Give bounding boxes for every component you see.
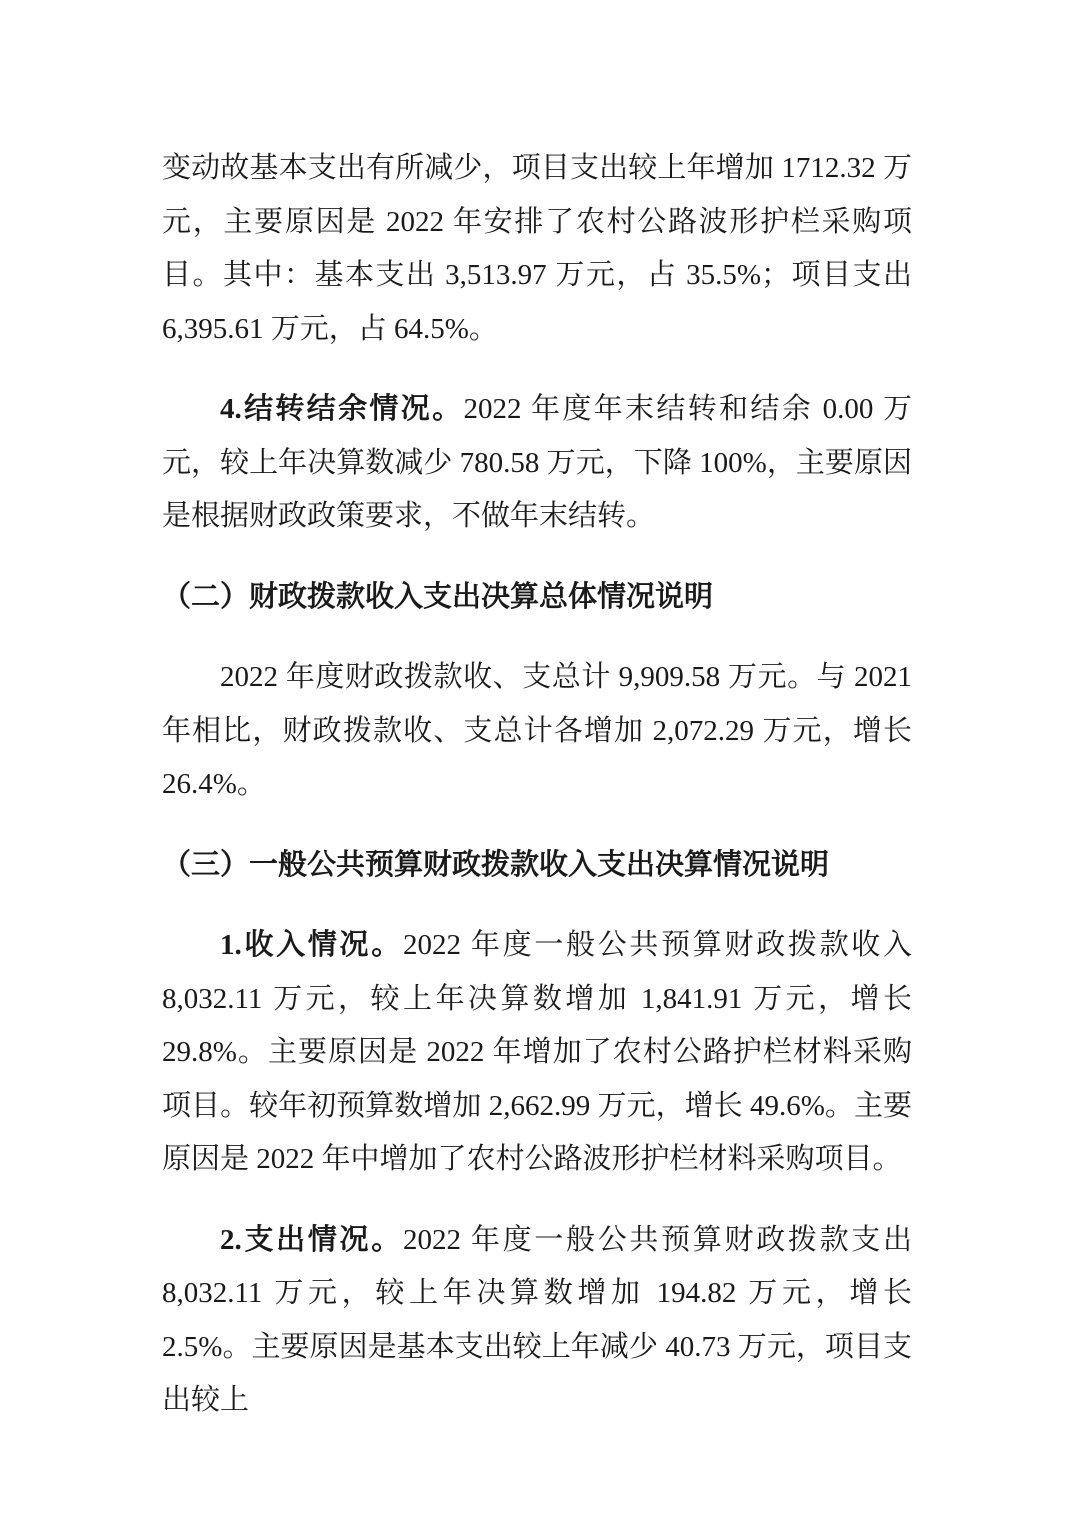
paragraph-expenditure-situation (162, 1214, 912, 1428)
income-situation-lead: 1.收入情况。 (220, 929, 403, 961)
expenditure-situation-text: 2022 年度一般公共预算财政拨款支出 8,032.11 万元，较上年决算数增加 194.82 万元，增长 2.5%。主要原因是基本支出较上年减少 40.73 万元，项目支出较上 (162, 1223, 912, 1416)
paragraph-fiscal-appropriation-total: 2022 年度财政拨款收、支总计 9,909.58 万元。与 2021 年相比，财政拨款收、支总计各增加 2,072.29 万元，增长 26.4%。 (162, 661, 912, 800)
paragraph-carryover-balance (162, 383, 912, 544)
income-situation-text: 2022 年度一般公共预算财政拨款收入 8,032.11 万元，较上年决算数增加 1,841.91 万元，增长 29.8%。主要原因是 2022 年增加了农村公路护栏材料采购项目。较年初预算数增加 2,662.99 万元，增长 49.6%。主要原因是 2022 年中增加了农村公路波形护栏材料采购项目。 (162, 929, 912, 1175)
carryover-balance-text: 2022 年度年末结转和结余 0.00 万元，较上年决算数减少 780.58 万元，下降 100%，主要原因是根据财政政策要求，不做年末结转。 (162, 393, 912, 532)
expenditure-situation-lead: 2.支出情况。 (220, 1223, 403, 1256)
heading-section-2-fiscal-appropriation-overview: （二）财政拨款收入支出决算总体情况说明 (162, 580, 714, 613)
paragraph-project-expenditure-continuation: 变动故基本支出有所减少，项目支出较上年增加 1712.32 万元，主要原因是 2022 年安排了农村公路波形护栏采购项目。其中：基本支出 3,513.97 万元，占 35.5%；项目支出 6,395.61 万元，占 64.5%。 (162, 152, 912, 345)
paragraph-income-situation (162, 919, 912, 1187)
carryover-balance-lead: 4.结转结余情况。 (220, 393, 464, 425)
heading-section-3-general-public-budget: （三）一般公共预算财政拨款收入支出决算情况说明 (162, 848, 830, 881)
